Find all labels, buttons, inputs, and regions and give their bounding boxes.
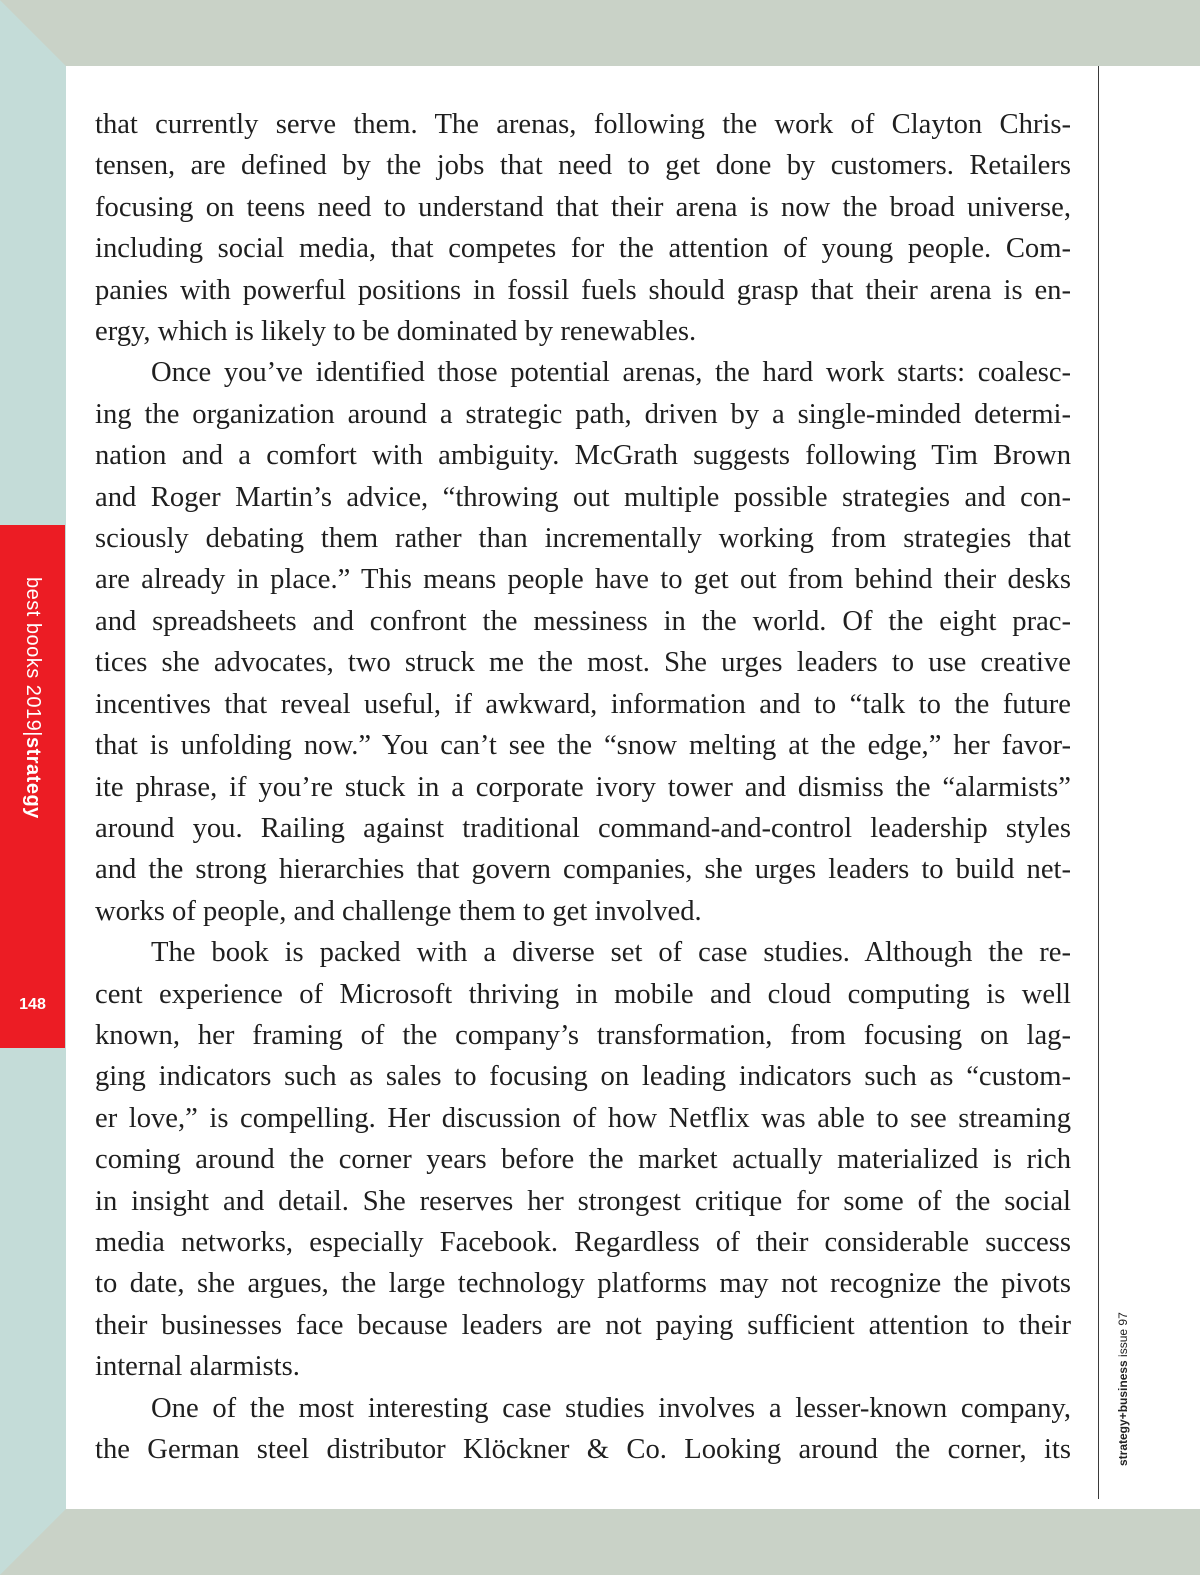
text-line: cent experience of Microsoft thriving in mobile and cloud computing is well [95,978,1071,1010]
text-line: incentives that reveal useful, if awkward, information and to “talk to the future [95,688,1071,720]
text-line: The book is packed with a diverse set of case studies. Although the re- [151,937,1071,969]
text-line: tices she advocates, two struck me the most. She urges leaders to use creative [95,647,1071,679]
text-line: focusing on teens need to understand that their arena is now the broad universe, [95,191,1071,223]
text-line: er love,” is compelling. Her discussion of how Netflix was able to see streaming [95,1102,1071,1134]
text-line: are already in place.” This means people have to get out from behind their desks [95,564,1071,596]
text-line: panies with powerful positions in fossil fuels should grasp that their arena is en- [95,274,1071,306]
text-line: internal alarmists. [95,1351,300,1383]
text-line: works of people, and challenge them to get involved. [95,895,702,927]
text-line: ite phrase, if you’re stuck in a corporate ivory tower and dismiss the “alarmists” [95,771,1071,803]
text-line: their businesses face because leaders are not paying sufficient attention to their [95,1309,1071,1341]
text-line: that currently serve them. The arenas, following the work of Clayton Chris- [95,109,1071,140]
text-line: nation and a comfort with ambiguity. McGrath suggests following Tim Brown [95,440,1071,472]
section-separator: | [22,731,44,737]
frame-bottom-corner-shade [0,1509,1200,1575]
section-name: best books 2019 [22,577,44,732]
margin-rule [1098,66,1099,1499]
text-line: the German steel distributor Klöckner & Co. Looking around the corner, its [95,1434,1071,1465]
section-label [9,577,57,847]
text-line: including social media, that competes for the attention of young people. Com- [95,233,1071,265]
issue-footer [1110,1300,1136,1466]
issue-number: issue 97 [1116,1312,1130,1361]
text-line: and spreadsheets and confront the messiness in the world. Of the eight prac- [95,605,1071,637]
section-category: strategy [22,736,44,819]
page-number: 148 [19,996,46,1013]
text-line: coming around the corner years before the market actually materialized is rich [95,1144,1071,1176]
text-line: known, her framing of the company’s transformation, from focusing on lag- [95,1019,1071,1051]
text-line: tensen, are defined by the jobs that need to get done by customers. Retailers [95,150,1071,182]
text-line: sciously debating them rather than incrementally working from strategies that [95,523,1071,555]
text-line: ing the organization around a strategic path, driven by a single-minded determi- [95,398,1071,430]
text-line: that is unfolding now.” You can’t see the “snow melting at the edge,” her favor- [95,730,1071,762]
text-line: around you. Railing against traditional command-and-control leadership styles [95,812,1071,844]
magazine-name: strategy+business [1116,1360,1130,1466]
text-line: ging indicators such as sales to focusing on leading indicators such as “custom- [95,1061,1071,1093]
text-line: One of the most interesting case studies involves a lesser-known company, [151,1392,1071,1424]
text-line: in insight and detail. She reserves her strongest critique for some of the social [95,1185,1071,1217]
text-line: ergy, which is likely to be dominated by renewables. [95,316,697,348]
text-line: media networks, especially Facebook. Regardless of their considerable success [95,1226,1071,1258]
frame-top-corner-shade [0,0,1200,66]
text-line: and the strong hierarchies that govern companies, she urges leaders to build net- [95,854,1071,886]
text-line: to date, she argues, the large technology platforms may not recognize the pivots [95,1268,1071,1300]
text-line: Once you’ve identified those potential arenas, the hard work starts: coalesc- [151,357,1071,389]
article-body [95,104,1071,1470]
text-line: and Roger Martin’s advice, “throwing out multiple possible strategies and con- [95,481,1071,513]
